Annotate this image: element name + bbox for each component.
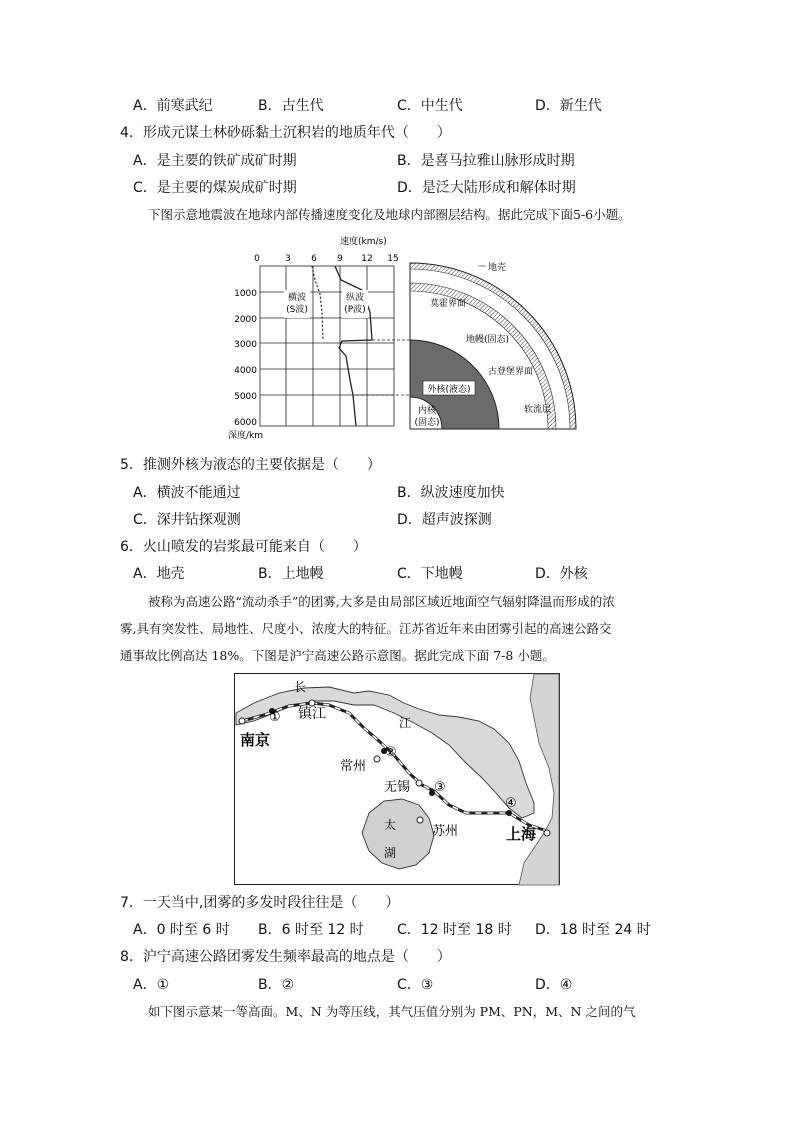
- intro-7-8-line3: 通事故比例高达 18%。下图是沪宁高速公路示意图。据此完成下面 7-8 小题。: [120, 648, 555, 663]
- asthenosphere-label: 软流层: [524, 405, 552, 415]
- q8-option-a[interactable]: A．①: [133, 977, 170, 993]
- point-3: ③: [434, 780, 446, 795]
- q4-option-c[interactable]: C．是主要的煤炭成矿时期: [133, 180, 297, 196]
- q4-option-d[interactable]: D．是泛大陆形成和解体时期: [397, 180, 576, 196]
- q8-option-c[interactable]: C．③: [397, 977, 434, 993]
- q3-option-b[interactable]: B．古生代: [258, 98, 324, 114]
- q7-option-b[interactable]: B．6 时至 12 时: [258, 922, 364, 938]
- q5-option-a[interactable]: A．横波不能通过: [133, 485, 241, 501]
- x-tick: 0: [254, 254, 260, 264]
- moho-label: 莫霍界面: [430, 299, 467, 309]
- suzhou-label: 苏州: [432, 824, 459, 839]
- q4-option-b[interactable]: B．是喜马拉雅山脉形成时期: [397, 153, 575, 169]
- q7-stem: 7．一天当中,团雾的多发时段往往是（ ）: [120, 895, 400, 911]
- q5-option-c[interactable]: C．深井钻探观测: [133, 512, 241, 528]
- lake-label-2: 湖: [384, 846, 397, 860]
- q5-option-b[interactable]: B．纵波速度加快: [397, 485, 505, 501]
- point-2: ②: [385, 745, 397, 760]
- q7-option-a[interactable]: A．0 时至 6 时: [133, 922, 230, 938]
- intro-7-8-line2: 雾,具有突发性、局地性、尺度小、浓度大的特征。江苏省近年来由团雾引起的高速公路交: [120, 621, 612, 636]
- q7-option-d[interactable]: D．18 时至 24 时: [535, 922, 651, 938]
- q3-option-a[interactable]: A．前寒武纪: [133, 98, 213, 114]
- zhenjiang-label: 镇江: [298, 706, 326, 722]
- intro-7-8-line1: 被称为高速公路“流动杀手”的团雾,大多是由局部区域近地面空气辐射降温而形成的浓: [148, 594, 615, 609]
- x-tick: 12: [361, 254, 373, 264]
- wuxi-label: 无锡: [384, 780, 411, 795]
- q5-stem: 5．推测外核为液态的主要依据是（ ）: [120, 457, 381, 473]
- q7-option-c[interactable]: C．12 时至 18 时: [397, 922, 512, 938]
- point-1: ①: [269, 710, 281, 725]
- inner-core-label-sub: (固态): [414, 418, 440, 428]
- nanjing-label: 南京: [240, 731, 271, 749]
- q6-stem: 6．火山喷发的岩浆最可能来自（ ）: [120, 539, 367, 555]
- earth-quarter: [410, 263, 576, 429]
- depth-tick: 3000: [234, 340, 257, 350]
- s-wave-label: 横波: [287, 293, 307, 303]
- river-label-2: 江: [399, 716, 412, 730]
- speed-axis-label: 速度(km/s): [340, 237, 387, 247]
- depth-tick: 6000: [234, 418, 257, 428]
- q6-option-a[interactable]: A．地壳: [133, 566, 185, 582]
- depth-tick: 1000: [234, 289, 257, 299]
- s-wave-curve: [312, 266, 323, 340]
- q8-stem: 8．沪宁高速公路团雾发生频率最高的地点是（ ）: [120, 949, 451, 965]
- gutenberg-label: 古登堡界面: [488, 367, 534, 377]
- shanghai-label: 上海: [506, 825, 537, 843]
- outer-core-label: 外核(液态): [427, 385, 471, 395]
- q6-option-c[interactable]: C．下地幔: [397, 566, 463, 582]
- q3-option-c[interactable]: C．中生代: [397, 98, 463, 114]
- q8-option-d[interactable]: D．④: [535, 977, 573, 993]
- x-tick: 3: [285, 254, 291, 264]
- intro-next: 如下图示意某一等高面。M、N 为等压线，其气压值分别为 PM、PN，M、N 之间的气: [148, 1004, 636, 1019]
- highway-map: [234, 673, 560, 886]
- q4-option-a[interactable]: A．是主要的铁矿成矿时期: [133, 153, 297, 169]
- q5-option-d[interactable]: D．超声波探测: [397, 512, 492, 528]
- p-wave-label-sub: (P波): [344, 305, 366, 315]
- mantle-label: 地幔(固态): [466, 335, 510, 345]
- depth-tick: 2000: [234, 315, 257, 325]
- inner-core-label: 内核: [417, 406, 437, 416]
- chart-grid: [260, 266, 394, 426]
- lake-label-1: 太: [384, 818, 397, 832]
- p-wave-label: 纵波: [345, 293, 365, 303]
- q8-option-b[interactable]: B．②: [258, 977, 295, 993]
- q3-option-d[interactable]: D．新生代: [535, 98, 602, 114]
- changzhou-label: 常州: [340, 759, 367, 774]
- point-4: ④: [505, 796, 517, 811]
- depth-tick: 4000: [234, 366, 257, 376]
- x-tick: 15: [387, 254, 399, 264]
- x-tick: 6: [311, 254, 317, 264]
- depth-axis-label: 深度/km: [228, 431, 264, 440]
- seismic-figure: [222, 232, 582, 440]
- q6-option-b[interactable]: B．上地幔: [258, 566, 324, 582]
- s-wave-label-sub: (S波): [286, 305, 308, 315]
- x-tick: 9: [337, 254, 343, 264]
- intro-5-6: 下图示意地震波在地球内部传播速度变化及地球内部圈层结构。据此完成下面5-6小题。: [148, 207, 631, 222]
- river-label-1: 长: [294, 680, 307, 694]
- q4-stem: 4．形成元谋土林砂砾黏土沉积岩的地质年代（ ）: [120, 125, 451, 141]
- depth-tick: 5000: [234, 392, 257, 402]
- crust-label: 地壳: [488, 263, 507, 273]
- q6-option-d[interactable]: D．外核: [535, 566, 588, 582]
